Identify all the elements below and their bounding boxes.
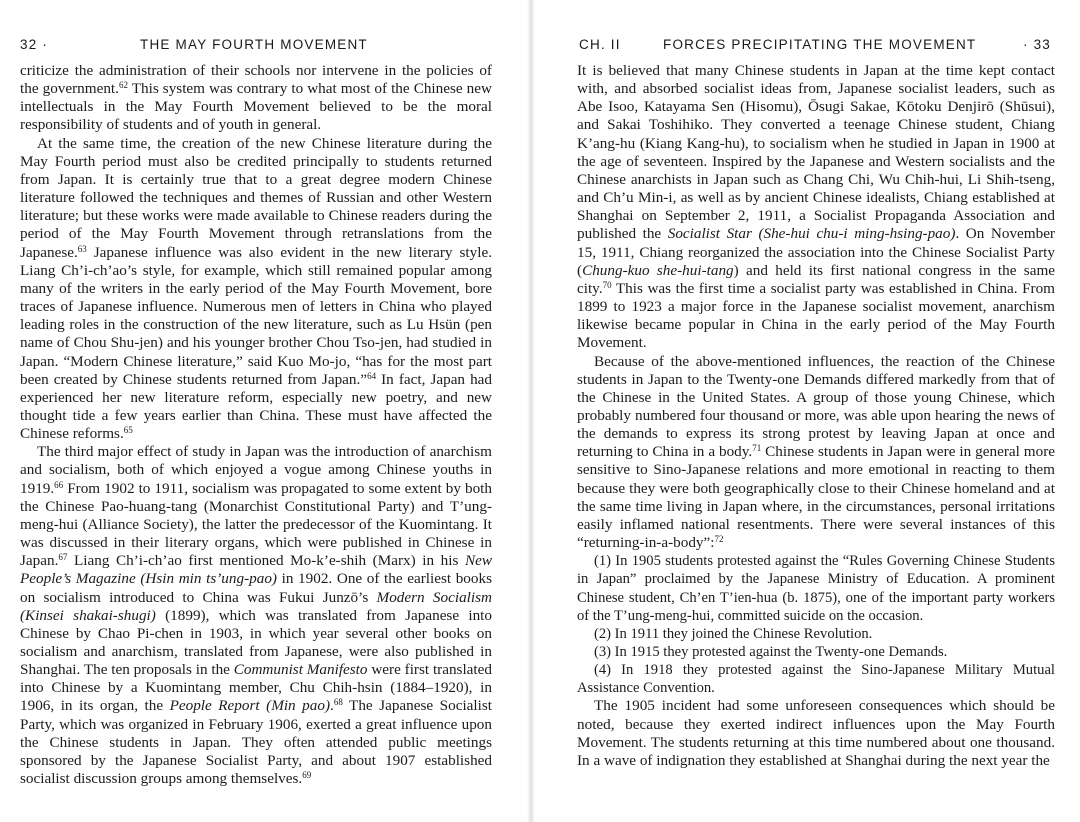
left-page-body — [20, 62, 492, 788]
right-page-body — [577, 62, 1055, 770]
work-title: People Report (Min pao) — [169, 697, 331, 715]
footnote-ref: 72 — [714, 534, 724, 545]
list-item: (3) In 1915 they protested against the Twenty-one Demands. — [594, 644, 948, 660]
paragraph-text: ) and held its first national congress in the same city. — [577, 261, 1055, 297]
paragraph-text: Liang Ch’i-ch’ao first mentioned Mo-k’e-shih (Marx) in his — [67, 552, 465, 570]
paragraph-text: This was the first time a socialist party was established in China. From 1899 to 1923 a major force in the Japanese socialist movement, anarchism likewise became popular in China in the early period of the May Fourth Movement. — [577, 279, 1055, 352]
paragraph-text: The third major effect of study in Japan was the introduction of anarchism and socialism, both of which enjoyed a vogue among Chinese youths in 1919. — [20, 443, 492, 497]
footnote-ref: 69 — [302, 770, 312, 781]
left-running-title: THE MAY FOURTH MOVEMENT — [140, 37, 368, 52]
paragraph — [20, 62, 492, 135]
footnote-ref: 62 — [118, 80, 128, 91]
list-item: (4) In 1918 they protested against the Sino-Japanese Military Mutual Assistance Convention. — [577, 662, 1055, 697]
footnote-ref: 68 — [333, 697, 343, 708]
paragraph-text: criticize the administration of their schools nor intervene in the policies of the government. — [20, 62, 492, 98]
paragraph-text: From 1902 to 1911, socialism was propagated to some extent by both the Chinese Pao-huang-tang (Monarchist Constitutional Party) and T’ung-meng-hui (Alliance Society), the latter the predecessor of the Kuomintang. It was discussed in their literary organs, which were published in Chinese in Japan. — [20, 479, 492, 570]
paragraph-text: were first translated into Chinese by a Kuomintang member, Chu Chih-hsin (1884–1920), in 1906, in its organ, the — [20, 661, 492, 715]
paragraph-text: It is believed that many Chinese students in Japan at the time kept contact with, and absorbed socialist ideas from, Japanese socialist leaders, such as Abe Isoo, Katayama Sen (Hisomu), Ōsugi Sakae, Kōtoku Denjirō (Shūsui), and Sakai Toshihiko. They converted a teenage Chinese student, Chiang K’ang-hu (Kiang Kang-hu), to socialism when he studied in Japan in 1900 at the age of seventeen. Inspired by the Japanese and Western socialists and the Chinese anarchists in Japan such as Chang Chi, Wu Chih-hui, Li Shih-tseng, and Ch’u Min-i, as well as by ancient Chinese idealists, Chiang established at Shanghai on September 2, 1911, a Socialist Propaganda Association and published the — [577, 62, 1055, 243]
right-running-title: FORCES PRECIPITATING THE MOVEMENT — [663, 37, 977, 52]
paragraph-text: . On November 15, 1911, Chiang reorganized the association into the Chinese Socialist Party ( — [577, 225, 1055, 279]
footnote-ref: 70 — [602, 279, 612, 290]
list-item: (1) In 1905 students protested against the “Rules Governing Chinese Students in Japan” proclaimed by the Japanese Ministry of Education. A prominent Chinese student, Ch’en T’ien-hua (b. 1875), one of the important party workers of the T’ung-meng-hui, committed suicide on the occasion. — [577, 553, 1055, 624]
left-page-header — [20, 37, 498, 55]
footnote-ref: 64 — [367, 370, 377, 381]
paragraph-text: This system was contrary to what most of the Chinese new intellectuals in the May Fourth Movement believed to be the moral responsibility of students and of youth in general. — [20, 80, 492, 134]
paragraph: The 1905 incident had some unforeseen consequences which should be noted, because they exerted indirect influences upon the May Fourth Movement. The students returning at this time numbered about one thousand. In a wave of indignation they established at Shanghai during the next year the — [577, 697, 1055, 769]
work-title: Communist Manifesto — [233, 661, 368, 679]
work-title: Socialist Star (She-hui chu-i ming-hsing-pao) — [667, 225, 956, 243]
paragraph-text: At the same time, the creation of the new Chinese literature during the May Fourth period must also be credited principally to students returned from Japan. It is certainly true that to a great degree modern Chinese literature followed the techniques and themes of Russian and other Western literature; but these works were made available to Chinese readers during the period of the May Fourth Movement through retranslations from the Japanese. — [20, 134, 492, 261]
paragraph — [20, 135, 492, 444]
paragraph-text: Chinese students in Japan were in general more sensitive to Sino-Japanese relations and more emotional in reacting to them because they were both geographically close to their Chinese homeland and at the same time living in Japan where, in the circumstances, personal irritations easily inflamed national resentments. There were several instances of this “returning-in-a-body”: — [577, 443, 1055, 552]
left-page-number: 32 · — [20, 37, 49, 52]
paragraph-text: (1899), which was translated from Japanese into Chinese by Chao Pi-chen in 1903, in which year several other books on socialism and anarchism, translated from Japanese, were also published in Shanghai. The ten proposals in the — [20, 606, 492, 679]
footnote-ref: 65 — [123, 425, 133, 436]
paragraph-text: in 1902. One of the earliest books on socialism introduced to China was Fukui Junzō’s — [20, 570, 492, 606]
paragraph-text: Japanese influence was also evident in the new literary style. Liang Ch’i-ch’ao’s style, for example, which still remained popular among many of the writers in the early period of the May Fourth Movement, bore traces of Japanese influence. Numerous men of letters in China who played leading roles in the construction of the new literature, such as Lu Hsün (pen name of Chou Shu-jen) and his younger brother Chou Tso-jen, had studied in Japan. “Modern Chinese literature,” said Kuo Mo-jo, “has for the most part been created by Chinese students returned from Japan.” — [20, 243, 492, 388]
paragraph-text: The Japanese Socialist Party, which was organized in February 1906, exerted a great influence upon the Chinese students in Japan. They often attended public meetings sponsored by the Japanese Socialist Party, and about 1907 established socialist discussion groups among themselves. — [20, 697, 492, 788]
footnote-ref: 66 — [54, 479, 64, 490]
paragraph — [577, 62, 1055, 353]
list-item: (2) In 1911 they joined the Chinese Revolution. — [594, 625, 873, 642]
paragraph-text: Because of the above-mentioned influences, the reaction of the Chinese students in Japan to the Twenty-one Demands differed markedly from that of the Chinese in the United States. A group of those young Chinese, which probably numbered four thousand or more, was able upon hearing the news of the demands to express its strong protest by leaving Japan at once and returning to China in a body. — [577, 352, 1055, 461]
book-gutter — [527, 0, 535, 822]
work-title: Modern Socialism (Kinsei shakai-shugi) — [20, 588, 492, 624]
right-page-header — [579, 37, 1051, 55]
work-title: Chung-kuo she-hui-tang — [582, 261, 734, 279]
work-title: New People’s Magazine (Hsin min ts’ung-pao) — [20, 552, 492, 588]
chapter-label: CH. II — [579, 37, 621, 52]
footnote-ref: 63 — [77, 243, 87, 254]
paragraph — [577, 353, 1055, 553]
footnote-ref: 71 — [752, 443, 762, 454]
paragraph-text: . — [330, 697, 334, 715]
paragraph — [20, 443, 492, 788]
right-page-number: · 33 — [1022, 37, 1051, 52]
footnote-ref: 67 — [58, 552, 68, 563]
paragraph-text: In fact, Japan had experienced her new literature reform, especially new poetry, and new thought tide a few years earlier than China. These must have affected the Chinese reforms. — [20, 370, 493, 443]
